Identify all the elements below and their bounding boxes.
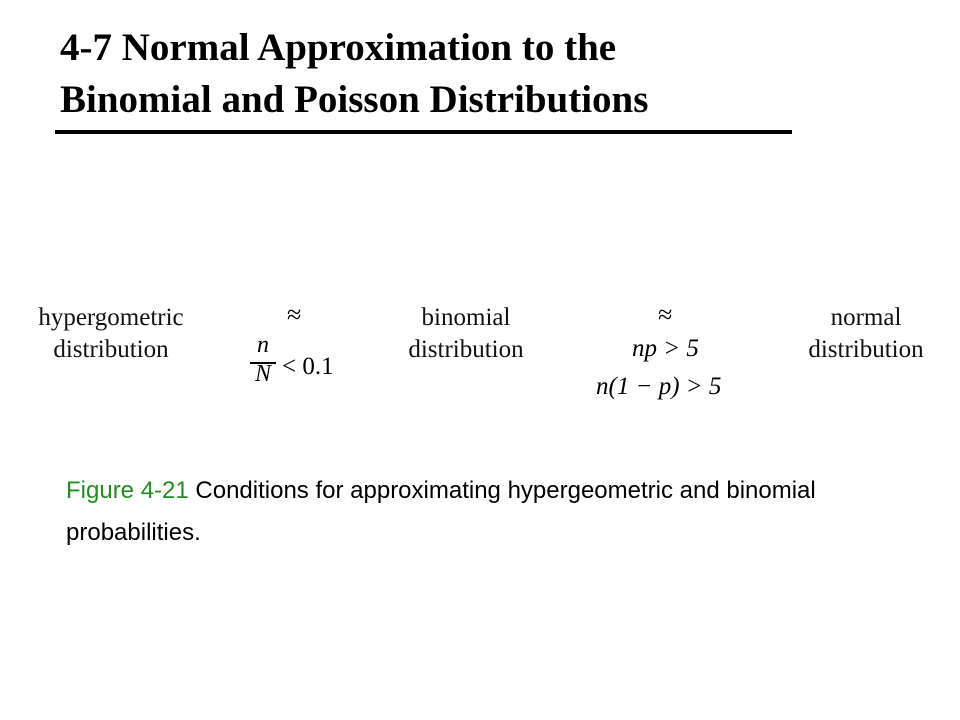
condition-less-than: < 0.1 (282, 353, 334, 380)
slide-title-line-1: 4-7 Normal Approximation to the (60, 26, 617, 69)
hypergeometric-distribution-label: hypergometric distribution (38, 304, 184, 363)
binomial-distribution-label: binomial distribution (408, 304, 524, 363)
fraction-denominator: N (254, 361, 271, 387)
caption-text: Conditions for approximating hypergeometric and binomial probabilities. (66, 477, 816, 546)
condition-n-one-minus-p-greater-than-5: n(1 − p) > 5 (596, 373, 722, 400)
normal-distribution-label: normal distribution (808, 304, 924, 363)
fraction-numerator: n (257, 332, 269, 358)
approx-symbol-1: ≈ (287, 300, 302, 329)
approx-symbol-2: ≈ (658, 300, 673, 329)
fraction-n-over-N (250, 332, 276, 388)
slide-title (60, 22, 648, 126)
figure-label: Figure 4-21 (66, 477, 189, 504)
figure-caption (66, 470, 906, 554)
slide-title-line-2: Binomial and Poisson Distributions (60, 78, 649, 121)
approximation-diagram (0, 290, 960, 420)
title-underline (55, 130, 792, 134)
condition-np-greater-than-5: np > 5 (632, 335, 699, 362)
